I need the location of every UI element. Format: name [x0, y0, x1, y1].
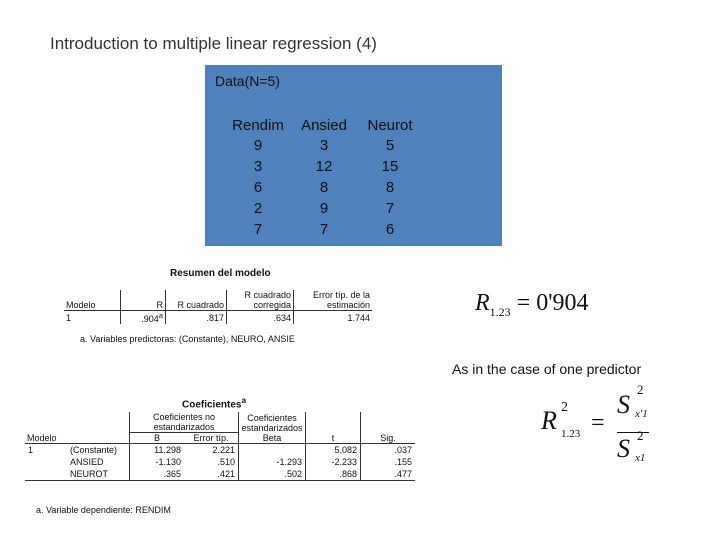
coef-row: [25, 468, 415, 481]
summary-row: [64, 311, 372, 325]
data-cell: 12: [315, 158, 333, 175]
coef-cell: .155: [361, 456, 416, 468]
coef-header: Sig.: [361, 433, 416, 444]
coef-cell: NEUROT: [67, 468, 130, 481]
summary-header: R cuadrado corregida: [227, 290, 294, 311]
coef-cell: .510: [217, 457, 235, 467]
coef-header: [67, 433, 130, 444]
coefficients-title: [182, 395, 246, 410]
coef-cell: 2.221: [184, 444, 239, 457]
data-cell: 9: [253, 137, 263, 154]
data-header: Rendim: [232, 116, 284, 134]
data-cell: 8: [319, 179, 329, 196]
data-cell: 6: [385, 221, 395, 238]
coef-cell: -1.130: [130, 456, 185, 468]
formula-r2-den-sub: x1: [635, 452, 646, 464]
coef-cell: -2.233: [306, 456, 361, 468]
formula-r2-lhs-group: [541, 400, 581, 440]
coef-cell: .868: [306, 468, 361, 481]
coef-cell: [25, 456, 67, 468]
coef-cell: .502: [239, 468, 306, 481]
summary-cell: 1: [66, 312, 72, 323]
summary-cell: .634: [227, 311, 294, 325]
data-row: [225, 198, 423, 219]
summary-cell-r: [121, 311, 166, 325]
summary-header: Modelo: [64, 290, 121, 311]
summary-header: R cuadrado: [166, 290, 227, 311]
data-cell: 7: [253, 221, 263, 238]
data-box: [205, 65, 502, 246]
summary-r-value: .904: [141, 314, 159, 324]
data-cell: 7: [385, 200, 395, 217]
coefficients-title-sup: a: [241, 395, 247, 405]
summary-cell: 1.744: [294, 311, 373, 325]
data-cell: 15: [381, 158, 399, 175]
summary-cell: .817: [166, 311, 227, 325]
coef-header: Error típ.: [184, 433, 239, 444]
formula-r2-num-sup: 2: [637, 382, 644, 397]
model-summary-title: Resumen del modelo: [170, 268, 271, 279]
data-box-title: Data(N=5): [215, 73, 280, 89]
formula-r-lhs: R: [475, 290, 490, 316]
data-row: [225, 135, 423, 156]
data-table: [225, 115, 423, 240]
coef-header: t: [306, 433, 361, 444]
coefficients-table: [25, 412, 415, 481]
fraction-bar: [617, 432, 649, 433]
coef-cell: [25, 468, 67, 481]
coef-header: Modelo: [25, 433, 67, 444]
formula-r2-denominator: S: [617, 434, 630, 463]
formula-r2-lhs: R: [541, 406, 557, 435]
data-row: [225, 219, 423, 240]
coefficients-note: a. Variable dependiente: RENDIM: [36, 505, 171, 515]
data-cell: 9: [319, 200, 329, 217]
coef-cell: .477: [361, 468, 416, 481]
coefficients-title-text: Coeficientes: [182, 399, 242, 411]
coef-cell: ANSIED: [70, 457, 104, 467]
formula-r2-numerator: S: [617, 390, 630, 419]
formula-r2-lhs-sup: 2: [561, 400, 568, 415]
data-row: [225, 156, 423, 177]
formula-r2-den-sup: 2: [637, 428, 644, 443]
formula-r-rhs: = 0'904: [516, 290, 589, 316]
data-cell: 3: [319, 137, 329, 154]
data-cell: 6: [253, 179, 263, 196]
model-summary-table: [64, 290, 372, 324]
caption: As in the case of one predictor: [452, 361, 642, 377]
coef-header: Beta: [239, 433, 306, 444]
data-cell: 3: [253, 158, 263, 175]
model-summary-note: a. Variables predictoras: (Constante), NEURO, ANSIE: [80, 334, 295, 344]
data-cell: 5: [385, 137, 395, 154]
formula-r2-equals: =: [591, 410, 605, 436]
formula-r2-num-sub: x'1: [635, 408, 648, 420]
formula-r-squared: [541, 384, 651, 468]
coef-row: [25, 444, 415, 457]
coef-header: B: [130, 433, 185, 444]
coef-group-header: Coeficientes no estandarizados: [130, 412, 239, 433]
formula-r: [475, 290, 589, 320]
data-row: [225, 177, 423, 198]
coef-cell: .365: [130, 468, 185, 481]
coef-cell: 1: [25, 444, 67, 457]
data-cell: 8: [385, 179, 395, 196]
data-cell: 2: [253, 200, 263, 217]
summary-header: R: [121, 290, 166, 311]
formula-r-subscript: 1.23: [489, 305, 511, 319]
coef-cell: [239, 444, 306, 457]
data-header: Ansied: [301, 116, 347, 134]
coef-cell: -1.293: [239, 456, 306, 468]
coef-cell: .421: [184, 468, 239, 481]
formula-r2-lhs-sub: 1.23: [561, 428, 581, 440]
slide-title: Introduction to multiple linear regression (4): [50, 34, 377, 53]
coef-cell: (Constante): [67, 444, 130, 457]
coef-group-header: Coeficientes estandarizados: [239, 412, 306, 433]
summary-r-sup: a: [158, 311, 163, 320]
coef-cell: 5.082: [306, 444, 361, 457]
coef-cell: .037: [361, 444, 416, 457]
data-header: Neurot: [367, 116, 413, 134]
data-cell: 7: [319, 221, 329, 238]
coef-row: [25, 456, 415, 468]
coef-cell: 11.298: [130, 444, 185, 457]
summary-header: Error típ. de la estimación: [294, 290, 373, 311]
